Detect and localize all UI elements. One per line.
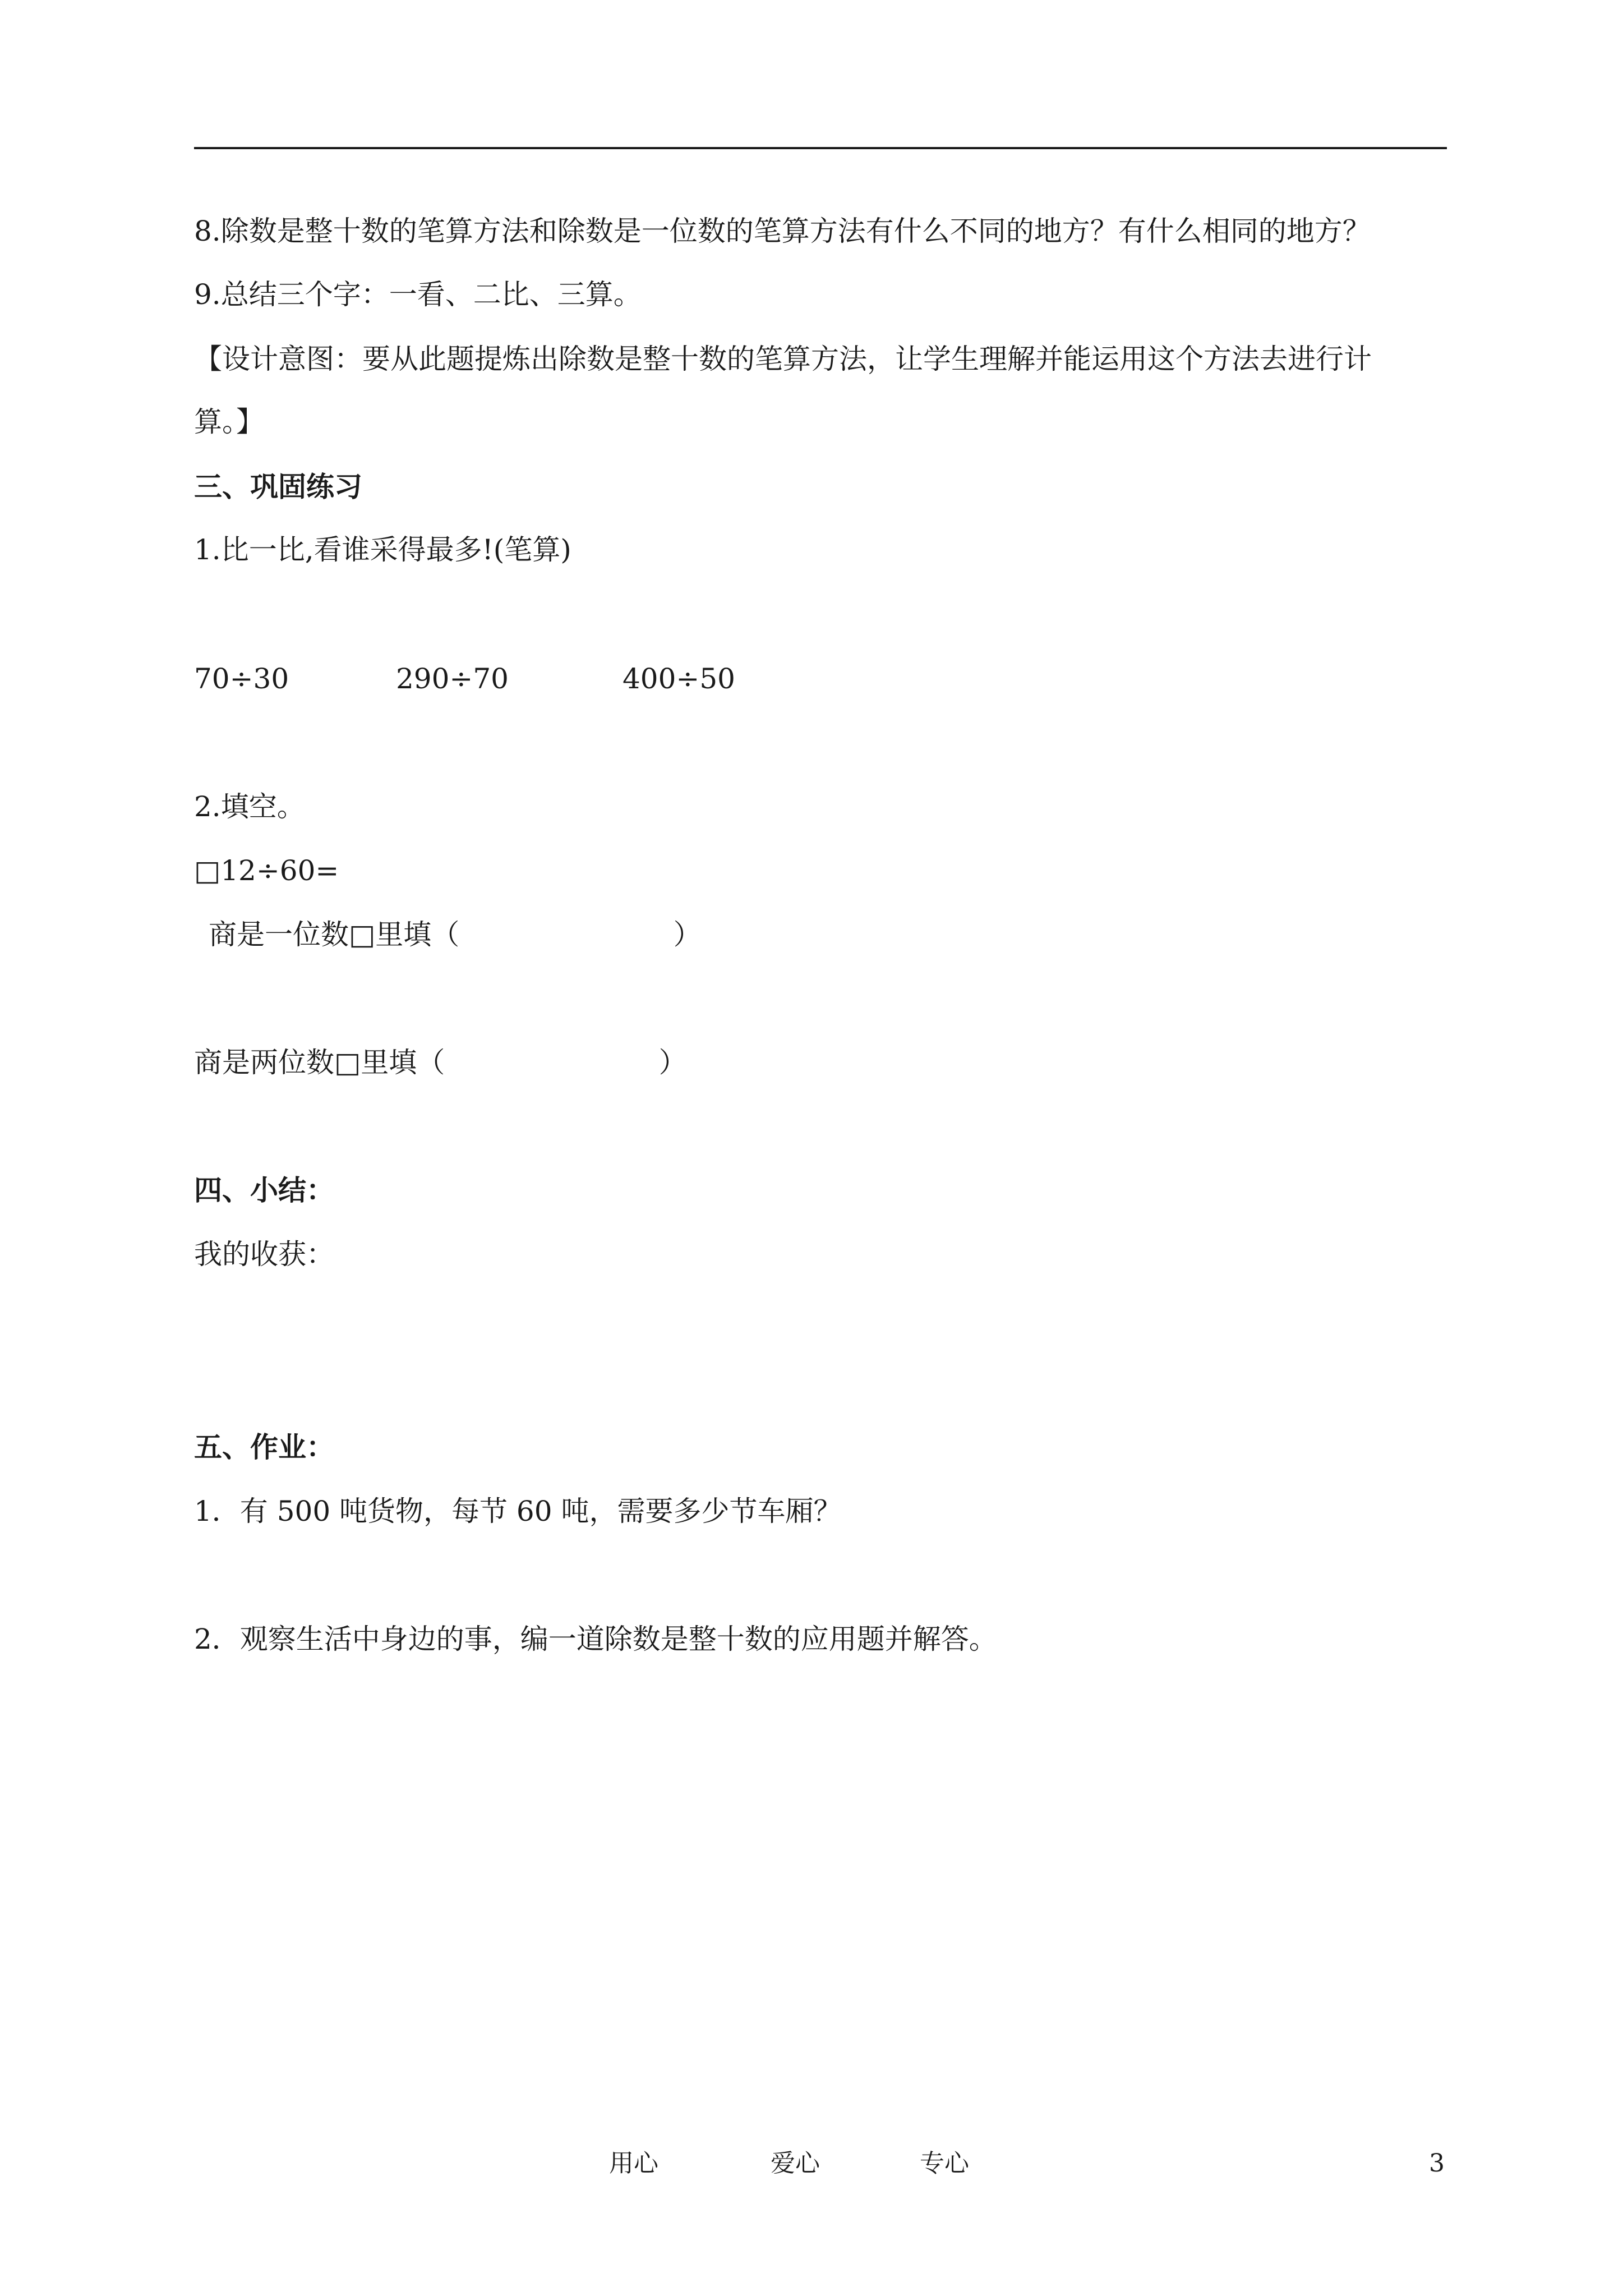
division-expression-2: 290÷70: [396, 662, 509, 695]
homework-item-1: 1．有 500 吨货物，每节 60 吨，需要多少节车厢？: [194, 1495, 842, 1527]
division-expression-1: 70÷30: [194, 662, 289, 695]
homework-item-2: 2．观察生活中身边的事，编一道除数是整十数的应用题并解答。: [194, 1623, 997, 1655]
design-intent-line-1: 【设计意图：要从此题提炼出除数是整十数的笔算方法，让学生理解并能运用这个方法去进行计: [194, 343, 1372, 375]
section-5-title: 五、作业：: [194, 1430, 334, 1464]
page-number: 3: [1429, 2149, 1445, 2178]
header-rule: [194, 147, 1447, 149]
fill-in-blank-two-digit: 商是两位数□里填（ ）: [194, 1046, 687, 1079]
footer-word-1: 用心: [609, 2149, 658, 2178]
fill-in-blank-one-digit: 商是一位数□里填（ ）: [209, 918, 702, 951]
question-9: 9.总结三个字：一看、二比、三算。: [194, 278, 642, 311]
section-4-title: 四、小结：: [194, 1174, 334, 1207]
section-3-item-2: 2.填空。: [194, 790, 305, 823]
design-intent-line-2: 算。】: [194, 406, 264, 438]
section-3-item-1: 1.比一比,看谁采得最多!(笔算): [194, 533, 571, 566]
footer-word-2: 爱心: [771, 2149, 820, 2178]
question-8: 8.除数是整十数的笔算方法和除数是一位数的笔算方法有什么不同的地方？有什么相同的地方？: [194, 215, 1371, 247]
fill-in-equation: □12÷60=: [194, 854, 339, 887]
footer-word-3: 专心: [920, 2149, 969, 2178]
my-takeaways: 我的收获：: [194, 1238, 334, 1271]
division-expression-3: 400÷50: [623, 662, 735, 695]
section-3-title: 三、巩固练习: [194, 470, 362, 503]
